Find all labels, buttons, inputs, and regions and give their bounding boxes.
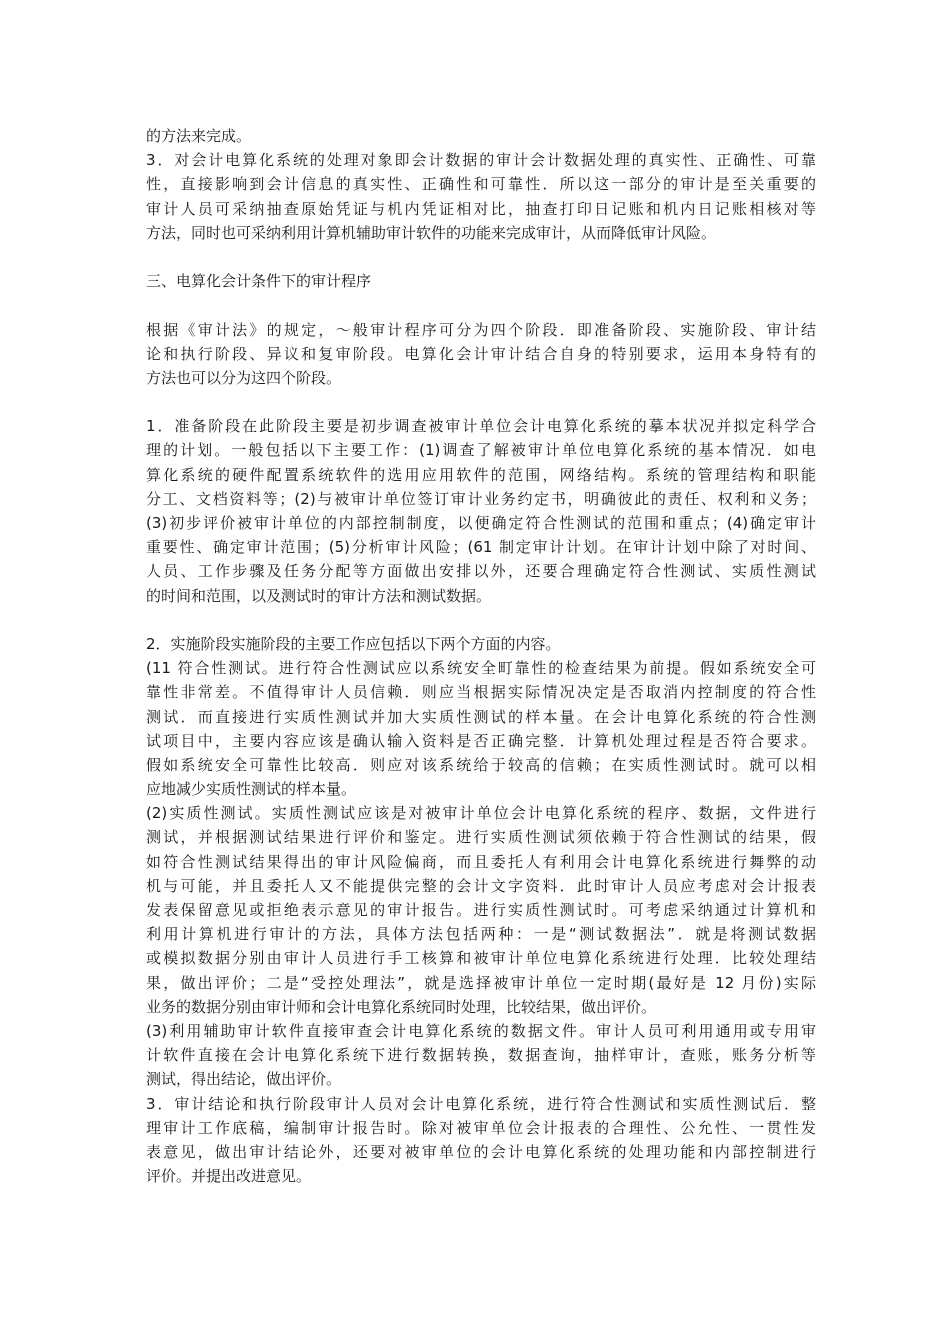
text-line: 测试，并根据测试结果进行评价和鉴定。进行实质性测试须依赖于符合性测试的结果，假 bbox=[146, 828, 816, 847]
text-line: 的方法来完成。 bbox=[146, 127, 252, 145]
text-line: 业务的数据分别由审计师和会计电算化系统同时处理，比较结果，做出评价。 bbox=[146, 997, 657, 1016]
paragraph-spacer bbox=[146, 608, 816, 632]
text-line: 方法也可以分为这四个阶段。 bbox=[146, 368, 342, 387]
text-line: 3．审计结论和执行阶段审计人员对会计电算化系统，进行符合性测试和实质性测试后．整 bbox=[146, 1094, 816, 1113]
document-page bbox=[146, 124, 816, 1188]
text-line: 论和执行阶段、异议和复审阶段。电算化会计审计结合自身的特别要求，运用本身特有的 bbox=[146, 344, 816, 363]
text-line: 果，做出评价；二是“受控处理法”，就是选择被审计单位一定时期(最好是 12 月份)实际 bbox=[146, 973, 816, 992]
paragraph-spacer bbox=[146, 293, 816, 317]
text-line: (2)实质性测试。实质性测试应该是对被审计单位会计电算化系统的程序、数据，文件进行 bbox=[146, 804, 816, 823]
text-line: 性，直接影响到会计信息的真实性、正确性和可靠性．所以这一部分的审计是至关重要的 bbox=[146, 175, 816, 194]
text-line: 表意见，做出审计结论外，还要对被审单位的会计电算化系统的处理功能和内部控制进行 bbox=[146, 1142, 816, 1161]
text-line: 理审计工作底稿，编制审计报告时。除对被审单位会计报表的合理性、公允性、一贯性发 bbox=[146, 1118, 816, 1137]
text-line: 测试，得出结论，做出评价。 bbox=[146, 1070, 342, 1089]
text-line: 利用计算机进行审计的方法，具体方法包括两种：一是“测试数据法”．就是将测试数据 bbox=[146, 925, 816, 944]
text-line: 评价。并提出改进意见。 bbox=[146, 1167, 312, 1186]
paragraph bbox=[146, 632, 816, 1188]
text-line: 算化系统的硬件配置系统软件的选用应用软件的范围，网络结构。系统的管理结构和职能 bbox=[146, 465, 816, 484]
text-line: (3)利用辅助审计软件直接审查会计电算化系统的数据文件。审计人员可利用通用或专用审 bbox=[146, 1021, 816, 1040]
paragraph bbox=[146, 148, 816, 245]
text-line: 靠性非常差。不值得审计人员信赖．则应当根据实际情况决定是否取消内控制度的符合性 bbox=[146, 683, 816, 702]
text-line: 计软件直接在会计电算化系统下进行数据转换，数据查询，抽样审计，查账，账务分析等 bbox=[146, 1046, 816, 1065]
text-line: 方法，同时也可采纳利用计算机辅助审计软件的功能来完成审计，从而降低审计风险。 bbox=[146, 223, 717, 242]
text-line: 根据《审计法》的规定，～般审计程序可分为四个阶段．即准备阶段、实施阶段、审计结 bbox=[146, 320, 816, 339]
text-line: 发表保留意见或拒绝表示意见的审计报告。进行实质性测试时。可考虑采纳通过计算机和 bbox=[146, 901, 816, 919]
text-line: 试项目中，主要内容应该是确认输入资料是否正确完整．计算机处理过程是否符合要求。 bbox=[146, 731, 816, 750]
paragraph bbox=[146, 318, 816, 391]
text-line: (3)初步评价被审计单位的内部控制制度，以便确定符合性测试的范围和重点；(4)确定审计 bbox=[146, 514, 816, 532]
text-line: 测试．而直接进行实质性测试并加大实质性测试的样本量。在会计电算化系统的符合性测 bbox=[146, 707, 816, 726]
section-heading bbox=[146, 269, 816, 293]
text-line: 2．实施阶段实施阶段的主要工作应包括以下两个方面的内容。 bbox=[146, 634, 561, 653]
paragraph bbox=[146, 414, 816, 608]
text-line: 三、电算化会计条件下的审计程序 bbox=[146, 272, 372, 291]
text-line: 应地减少实质性测试的样本量。 bbox=[146, 780, 357, 799]
text-line: 如符合性测试结果得出的审计风险偏商，而且委托人有利用会计电算化系统进行舞弊的动 bbox=[146, 852, 816, 871]
text-line: 1．准备阶段在此阶段主要是初步调查被审计单位会计电算化系统的摹本状况并拟定科学合 bbox=[146, 417, 816, 436]
text-line: 重要性、确定审计范围；(5)分析审计风险；(61 制定审计计划。在审计计划中除了对时间、 bbox=[146, 538, 816, 557]
text-line: 的时间和范围，以及测试时的审计方法和测试数据。 bbox=[146, 586, 492, 605]
text-line: 审计人员可采纳抽查原始凭证与机内凭证相对比，抽查打印日记账和机内日记账相核对等 bbox=[146, 199, 816, 218]
text-line: 或模拟数据分别由审计人员进行手工核算和被审计单位电算化系统进行处理．比较处理结 bbox=[146, 949, 816, 968]
text-line: 3．对会计电算化系统的处理对象即会计数据的审计会计数据处理的真实性、正确性、可靠 bbox=[146, 151, 816, 170]
text-line: 机与可能，并且委托人又不能提供完整的会计文字资料．此时审计人员应考虑对会计报表 bbox=[146, 876, 816, 895]
text-line: 分工、文档资料等；(2)与被审计单位签订审计业务约定书，明确彼此的责任、权利和义务； bbox=[146, 489, 816, 508]
text-line: 理的计划。一般包括以下主要工作：(1)调查了解被审计单位电算化系统的基本情况．如电 bbox=[146, 441, 816, 460]
text-line: 假如系统安全可靠性比较高．则应对该系统给于较高的信赖；在实质性测试时。就可以相 bbox=[146, 755, 816, 774]
paragraph bbox=[146, 124, 816, 148]
paragraph-spacer bbox=[146, 245, 816, 269]
text-line: (11 符合性测试。进行符合性测试应以系统安全町靠性的检查结果为前提。假如系统安全可 bbox=[146, 659, 816, 678]
text-line: 人员、工作步骤及任务分配等方面做出安排以外，还要合理确定符合性测试、实质性测试 bbox=[146, 562, 816, 581]
paragraph-spacer bbox=[146, 390, 816, 414]
